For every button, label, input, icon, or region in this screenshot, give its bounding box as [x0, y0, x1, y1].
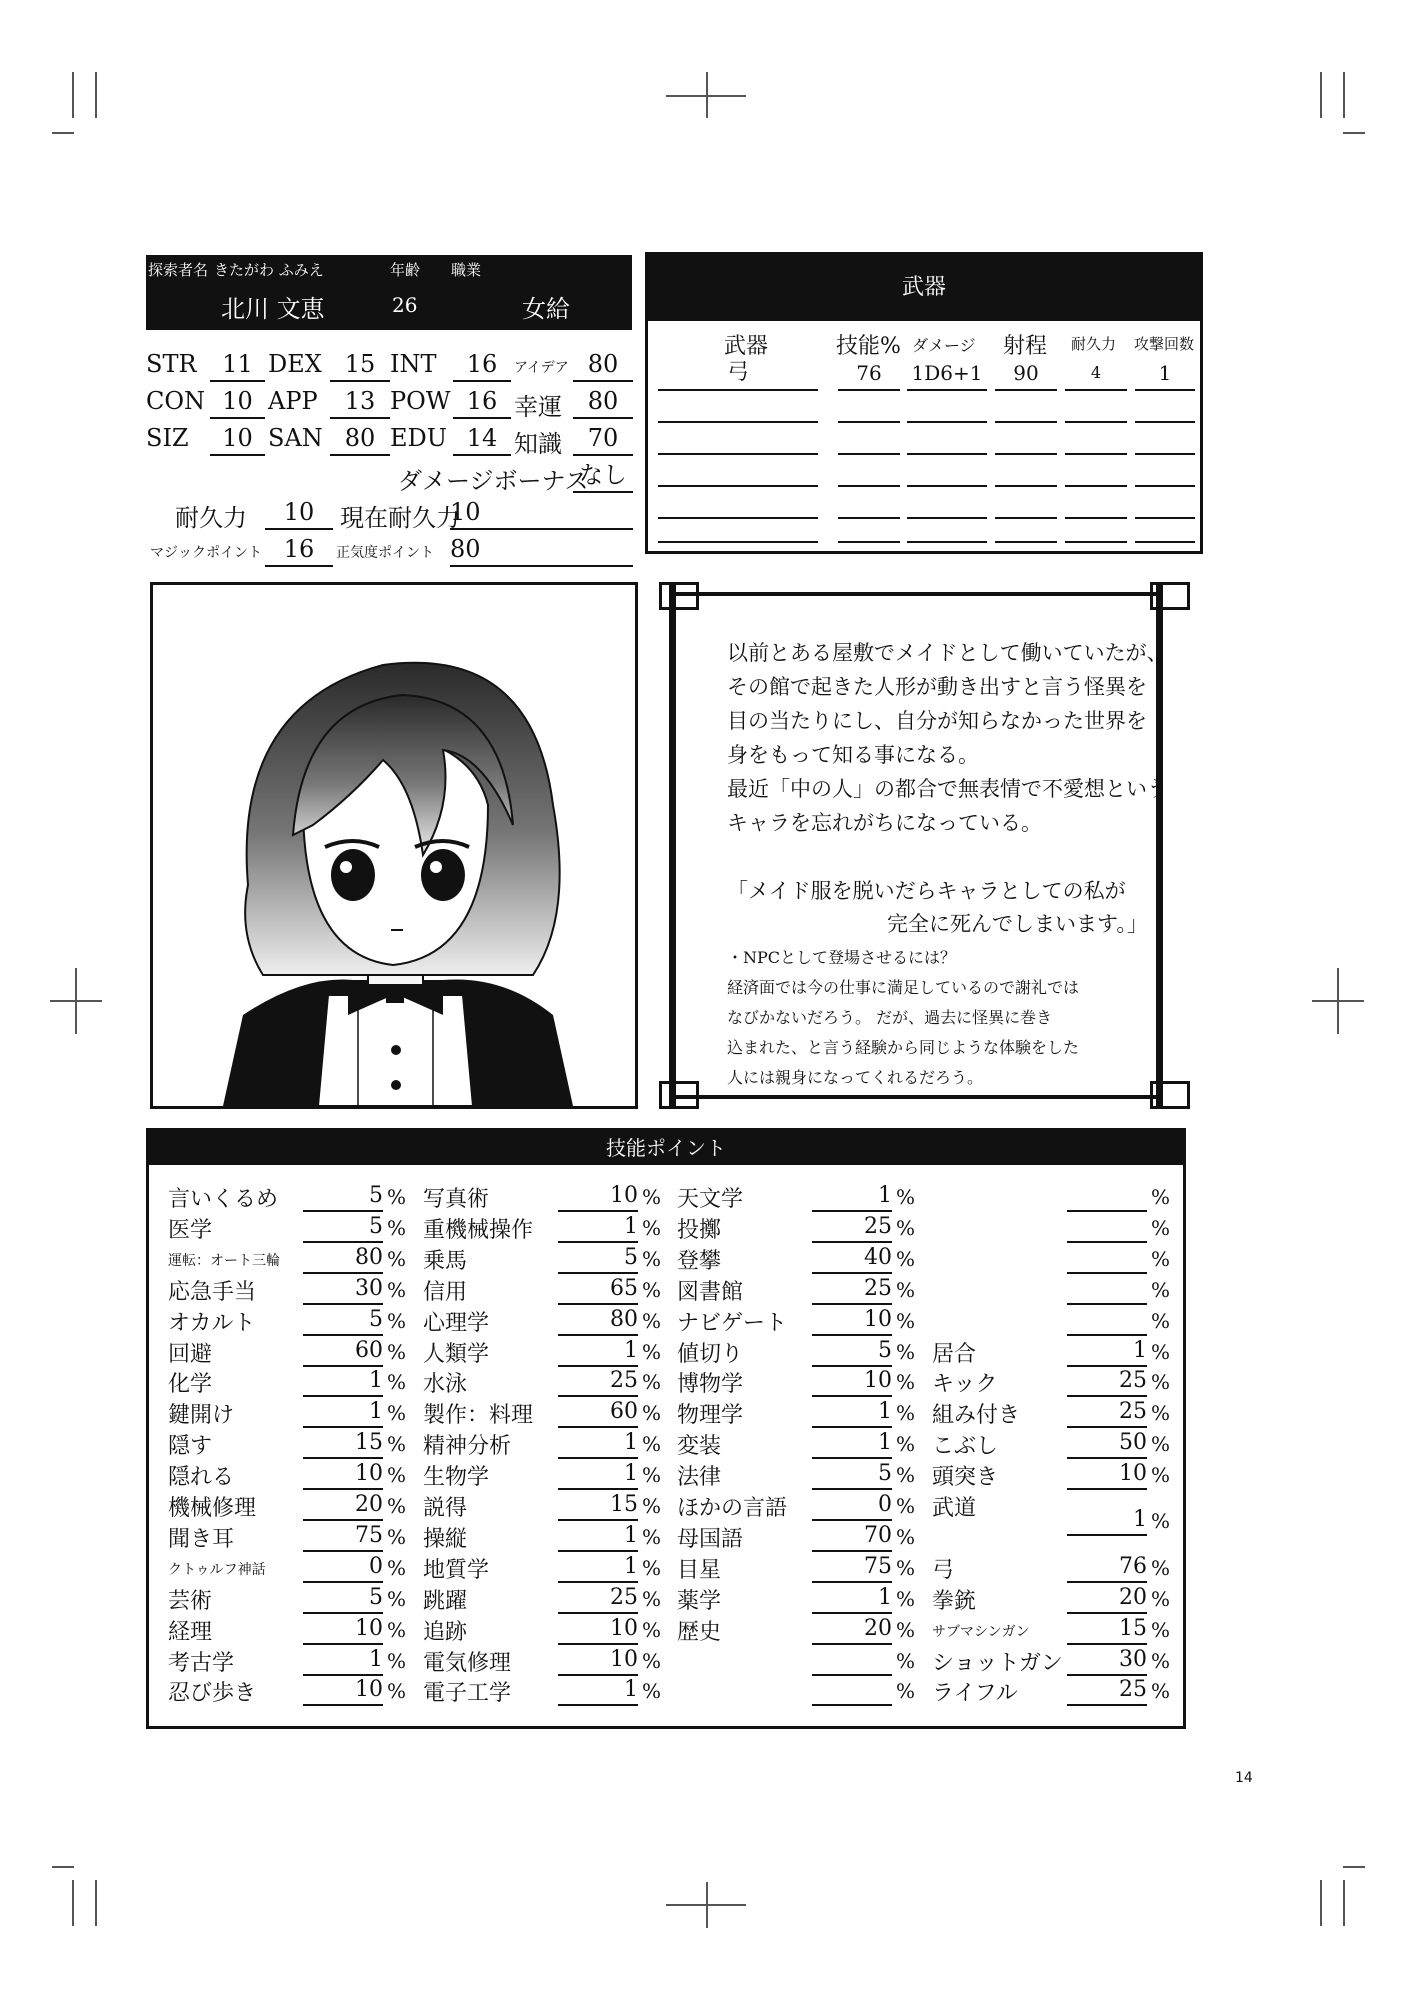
weapon-header: 射程 — [1003, 334, 1048, 359]
percent-sign: % — [642, 1308, 662, 1333]
stat-value: 15 — [330, 348, 390, 382]
skill-value — [1067, 1306, 1147, 1336]
skill-name: 操縦 — [423, 1526, 468, 1552]
skill-value: 76 — [1067, 1553, 1147, 1583]
stat-label: 知識 — [514, 430, 562, 458]
investigator-header — [146, 255, 632, 330]
skill-value: 10 — [558, 1182, 638, 1212]
skill-value: 75 — [812, 1553, 892, 1583]
percent-sign: % — [387, 1524, 407, 1549]
skill-value: 80 — [303, 1244, 383, 1274]
skill-value: 1 — [558, 1429, 638, 1459]
skill-name: 隠す — [168, 1434, 213, 1460]
stat-value: 80 — [573, 385, 633, 419]
skill-name: 重機械操作 — [423, 1217, 534, 1243]
stat-value: 14 — [453, 422, 511, 456]
skill-name: 電気修理 — [423, 1650, 512, 1676]
percent-sign: % — [642, 1370, 662, 1395]
weapon-header: ダメージ — [912, 336, 976, 355]
skill-name: 水泳 — [423, 1372, 468, 1398]
percent-sign: % — [387, 1246, 407, 1271]
skill-name: クトゥルフ神話 — [168, 1561, 266, 1578]
job-label: 職業 — [451, 261, 482, 279]
percent-sign: % — [896, 1494, 916, 1518]
skill-name: 組み付き — [932, 1403, 1021, 1429]
skill-value: 20 — [1067, 1584, 1147, 1614]
damage-bonus-value: なし — [573, 459, 633, 493]
story-line: キャラを忘れがちになっている。 — [727, 811, 1042, 835]
skill-name: こぶし — [932, 1434, 999, 1460]
skill-name: 拳銃 — [932, 1588, 977, 1614]
npc-line: 経済面では今の仕事に満足しているので謝礼では — [727, 978, 1080, 997]
skill-value: 60 — [558, 1398, 638, 1428]
percent-sign: % — [1151, 1509, 1171, 1533]
skill-value: 75 — [303, 1522, 383, 1552]
skill-value — [1067, 1275, 1147, 1305]
skill-value: 5 — [303, 1306, 383, 1336]
skill-name: 医学 — [168, 1217, 213, 1243]
skill-value: 25 — [1067, 1367, 1147, 1397]
stat-label: SIZ — [146, 424, 189, 452]
stat-label: STR — [146, 350, 197, 378]
skill-value: 0 — [812, 1491, 892, 1521]
hp-label: 耐久力 — [175, 504, 247, 532]
skill-value: 1 — [303, 1646, 383, 1676]
percent-sign: % — [1151, 1555, 1171, 1580]
skill-name: 図書館 — [677, 1279, 744, 1305]
skill-name: 法律 — [677, 1465, 722, 1491]
skill-value: 10 — [812, 1367, 892, 1397]
skill-value — [1067, 1213, 1147, 1243]
weapon-skill: 76 — [838, 357, 900, 391]
percent-sign: % — [1151, 1339, 1171, 1364]
story-line: 以前とある屋敷でメイドとして働いていたが、 — [727, 641, 1168, 665]
skill-name: 隠れる — [168, 1465, 235, 1491]
percent-sign: % — [896, 1339, 916, 1364]
skill-value: 5 — [303, 1213, 383, 1243]
san-points-label: 正気度ポイント — [336, 545, 434, 561]
percent-sign: % — [896, 1308, 916, 1333]
percent-sign: % — [642, 1401, 662, 1426]
percent-sign: % — [1151, 1185, 1171, 1209]
skill-name: 考古学 — [168, 1650, 235, 1676]
percent-sign: % — [1151, 1432, 1171, 1457]
percent-sign: % — [896, 1679, 916, 1704]
skills-panel — [146, 1128, 1186, 1729]
npc-line: なびかないだろう。 だが、過去に怪異に巻き — [727, 1008, 1053, 1027]
percent-sign: % — [896, 1463, 916, 1488]
percent-sign: % — [642, 1463, 662, 1488]
stat-value: 11 — [210, 348, 265, 382]
npc-line: ・NPCとして登場させるには？ — [727, 948, 957, 967]
percent-sign: % — [642, 1586, 662, 1611]
percent-sign: % — [1151, 1370, 1171, 1395]
percent-sign: % — [642, 1215, 662, 1240]
percent-sign: % — [387, 1432, 407, 1457]
percent-sign: % — [1151, 1308, 1171, 1333]
percent-sign: % — [387, 1215, 407, 1240]
percent-sign: % — [387, 1339, 407, 1364]
skill-name: 物理学 — [677, 1403, 744, 1429]
skill-name: ショットガン — [932, 1650, 1063, 1676]
percent-sign: % — [896, 1185, 916, 1209]
stat-value: 13 — [330, 385, 390, 419]
percent-sign: % — [387, 1370, 407, 1395]
hp-value: 10 — [265, 496, 333, 530]
skill-value: 30 — [1067, 1646, 1147, 1676]
skill-value: 30 — [303, 1275, 383, 1305]
skill-value: 1 — [558, 1337, 638, 1367]
skills-title-bar — [149, 1131, 1183, 1165]
story-line: 「メイド服を脱いだらキャラとしての私が — [727, 879, 1126, 903]
investigator-age: 26 — [392, 293, 418, 317]
stat-label: CON — [146, 387, 206, 415]
percent-sign: % — [896, 1524, 916, 1549]
name-label: 探索者名 — [148, 261, 209, 279]
skill-name: 回避 — [168, 1341, 213, 1367]
percent-sign: % — [1151, 1648, 1171, 1673]
skill-value: 65 — [558, 1275, 638, 1305]
skill-name: 信用 — [423, 1279, 468, 1305]
weapon-header: 武器 — [724, 334, 769, 359]
stat-value: 80 — [573, 348, 633, 382]
investigator-job: 女給 — [522, 295, 570, 323]
skill-value: 25 — [812, 1275, 892, 1305]
skill-name: 芸術 — [168, 1588, 213, 1614]
skill-value: 1 — [812, 1398, 892, 1428]
skill-value: 20 — [812, 1615, 892, 1645]
percent-sign: % — [1151, 1277, 1171, 1302]
skill-name: 写真術 — [423, 1187, 490, 1212]
skill-value: 10 — [303, 1460, 383, 1490]
percent-sign: % — [896, 1370, 916, 1395]
percent-sign: % — [896, 1246, 916, 1271]
skills-title: 技能ポイント — [606, 1136, 726, 1160]
skill-name: 武道 — [932, 1496, 977, 1521]
skill-name: 母国語 — [677, 1526, 744, 1552]
skill-name: 運転：オート三輪 — [168, 1252, 280, 1269]
skill-value: 5 — [303, 1584, 383, 1614]
weapons-title: 武器 — [901, 275, 946, 300]
story-line: その館で起きた人形が動き出すと言う怪異を — [727, 675, 1147, 699]
skill-value: 25 — [558, 1584, 638, 1614]
weapons-title-bar — [648, 255, 1200, 321]
percent-sign: % — [896, 1555, 916, 1580]
skill-value: 5 — [303, 1182, 383, 1212]
skill-name: 説得 — [423, 1496, 468, 1521]
skill-value: 0 — [303, 1553, 383, 1583]
percent-sign: % — [896, 1277, 916, 1302]
story-line: 目の当たりにし、自分が知らなかった世界を — [727, 709, 1147, 733]
percent-sign: % — [896, 1215, 916, 1240]
stat-label: EDU — [390, 424, 447, 452]
skill-name: 天文学 — [677, 1187, 744, 1212]
skill-name: 製作：料理 — [423, 1403, 534, 1429]
skill-value: 1 — [303, 1367, 383, 1397]
story-line: 最近「中の人」の都合で無表情で不愛想という — [727, 777, 1168, 801]
age-label: 年齢 — [390, 261, 421, 279]
skill-name: 精神分析 — [423, 1434, 512, 1460]
percent-sign: % — [642, 1277, 662, 1302]
skill-name: 頭突き — [932, 1465, 999, 1491]
skill-value: 25 — [1067, 1676, 1147, 1706]
skill-name: ナビゲート — [677, 1310, 788, 1336]
stat-label: POW — [390, 387, 451, 415]
percent-sign: % — [896, 1648, 916, 1673]
skill-name: 忍び歩き — [168, 1681, 257, 1707]
skill-value: 60 — [303, 1337, 383, 1367]
percent-sign: % — [642, 1339, 662, 1364]
skill-name: 聞き耳 — [168, 1526, 235, 1552]
skill-value — [812, 1676, 892, 1706]
percent-sign: % — [387, 1277, 407, 1302]
percent-sign: % — [387, 1185, 407, 1209]
percent-sign: % — [387, 1308, 407, 1333]
skill-name: 登攀 — [677, 1248, 722, 1274]
skill-value: 25 — [1067, 1398, 1147, 1428]
skill-value: 10 — [812, 1306, 892, 1336]
skill-name: 目星 — [677, 1557, 722, 1583]
skill-name: ライフル — [932, 1681, 1018, 1707]
stat-value: 10 — [210, 422, 265, 456]
weapon-header: 攻撃回数 — [1134, 335, 1195, 353]
skill-value: 15 — [558, 1491, 638, 1521]
skill-name: 乗馬 — [423, 1248, 468, 1274]
skill-name: 経理 — [168, 1619, 213, 1645]
stat-label: SAN — [268, 424, 323, 452]
percent-sign: % — [1151, 1463, 1171, 1488]
percent-sign: % — [642, 1524, 662, 1549]
stat-value: 70 — [573, 422, 633, 456]
skill-value: 20 — [303, 1491, 383, 1521]
skill-value: 1 — [303, 1398, 383, 1428]
skill-value: 80 — [558, 1306, 638, 1336]
skill-value: 10 — [558, 1615, 638, 1645]
skill-name: 変装 — [677, 1434, 722, 1460]
percent-sign: % — [387, 1648, 407, 1673]
investigator-name: 北川 文恵 — [221, 295, 325, 323]
percent-sign: % — [896, 1432, 916, 1457]
skill-name: キック — [932, 1372, 998, 1398]
weapon-durability: 4 — [1065, 357, 1127, 391]
skill-name: 博物学 — [677, 1372, 744, 1398]
percent-sign: % — [642, 1432, 662, 1457]
weapon-damage: 1D6+1 — [907, 357, 987, 391]
skill-name: 心理学 — [423, 1310, 490, 1336]
percent-sign: % — [387, 1401, 407, 1426]
percent-sign: % — [642, 1185, 662, 1209]
skill-name: 地質学 — [423, 1557, 490, 1583]
skill-name: 追跡 — [423, 1619, 468, 1645]
skill-name: 薬学 — [677, 1588, 722, 1614]
weapon-attacks: 1 — [1135, 357, 1195, 391]
mp-value: 16 — [265, 533, 333, 567]
stat-label: INT — [390, 350, 437, 378]
skill-value: 1 — [812, 1429, 892, 1459]
skill-value — [1067, 1182, 1147, 1212]
skill-value: 10 — [303, 1676, 383, 1706]
skill-value: 10 — [1067, 1460, 1147, 1490]
story-line: 身をもって知る事になる。 — [727, 743, 979, 767]
npc-line: 込まれた、と言う経験から同じような体験をした — [727, 1038, 1080, 1057]
skill-name: サブマシンガン — [932, 1623, 1030, 1640]
skill-name: 歴史 — [677, 1619, 722, 1645]
skill-value: 5 — [812, 1337, 892, 1367]
percent-sign: % — [387, 1617, 407, 1642]
stat-value: 10 — [210, 385, 265, 419]
stat-value: 16 — [453, 348, 511, 382]
weapon-header: 技能% — [836, 334, 901, 359]
percent-sign: % — [896, 1586, 916, 1611]
stat-value: 80 — [330, 422, 390, 456]
percent-sign: % — [1151, 1586, 1171, 1611]
npc-line: 人には親身になってくれるだろう。 — [727, 1068, 984, 1087]
mp-label: マジックポイント — [150, 545, 262, 561]
skill-value: 1 — [812, 1584, 892, 1614]
damage-bonus-label: ダメージボーナス — [398, 467, 589, 495]
percent-sign: % — [896, 1617, 916, 1642]
percent-sign: % — [642, 1648, 662, 1673]
skill-name: 投擲 — [677, 1217, 722, 1243]
skill-value: 10 — [558, 1646, 638, 1676]
percent-sign: % — [642, 1494, 662, 1518]
skill-value: 25 — [812, 1213, 892, 1243]
name-kana: きたがわ ふみえ — [214, 261, 324, 279]
weapons-panel — [645, 252, 1203, 554]
skill-name: 生物学 — [423, 1465, 490, 1491]
skill-name: 人類学 — [423, 1341, 490, 1367]
skill-value: 1 — [558, 1676, 638, 1706]
current-hp-label: 現在耐久力 — [340, 504, 460, 532]
stat-label: DEX — [268, 350, 322, 378]
skill-value: 1 — [812, 1182, 892, 1212]
skill-name: 鍵開け — [168, 1403, 235, 1429]
percent-sign: % — [896, 1401, 916, 1426]
percent-sign: % — [387, 1494, 407, 1518]
percent-sign: % — [387, 1463, 407, 1488]
percent-sign: % — [1151, 1617, 1171, 1642]
skill-value: 1 — [558, 1213, 638, 1243]
percent-sign: % — [1151, 1679, 1171, 1704]
skill-value: 1 — [1067, 1337, 1147, 1367]
skill-name: 弓 — [932, 1557, 955, 1583]
story-line: 完全に死んでしまいます。」 — [887, 912, 1148, 936]
stat-label: APP — [268, 387, 318, 415]
percent-sign: % — [642, 1555, 662, 1580]
skill-value: 70 — [812, 1522, 892, 1552]
stat-value: 16 — [453, 385, 511, 419]
percent-sign: % — [1151, 1401, 1171, 1426]
weapon-name: 弓 — [658, 357, 818, 391]
weapon-header: 耐久力 — [1071, 335, 1117, 353]
skill-name: 化学 — [168, 1372, 213, 1398]
percent-sign: % — [1151, 1215, 1171, 1240]
character-portrait — [150, 582, 638, 1109]
weapon-range: 90 — [995, 357, 1057, 391]
skill-value: 1 — [1067, 1506, 1147, 1536]
skill-value: 25 — [558, 1367, 638, 1397]
percent-sign: % — [642, 1617, 662, 1642]
san-points-value: 80 — [450, 533, 633, 567]
percent-sign: % — [387, 1586, 407, 1611]
skill-name: ほかの言語 — [677, 1496, 788, 1521]
percent-sign: % — [642, 1246, 662, 1271]
skill-name: 跳躍 — [423, 1588, 468, 1614]
skill-name: オカルト — [168, 1310, 256, 1336]
percent-sign: % — [387, 1679, 407, 1704]
skill-name: 応急手当 — [168, 1279, 257, 1305]
skill-value: 5 — [812, 1460, 892, 1490]
skill-name: 機械修理 — [168, 1496, 257, 1521]
skill-value: 40 — [812, 1244, 892, 1274]
skill-name: 電子工学 — [423, 1681, 512, 1707]
skill-value: 15 — [1067, 1615, 1147, 1645]
percent-sign: % — [642, 1679, 662, 1704]
skill-value: 50 — [1067, 1429, 1147, 1459]
percent-sign: % — [1151, 1246, 1171, 1271]
percent-sign: % — [387, 1555, 407, 1580]
skill-value — [812, 1646, 892, 1676]
skill-value: 1 — [558, 1460, 638, 1490]
skill-name: 言いくるめ — [168, 1187, 279, 1212]
skill-value: 1 — [558, 1522, 638, 1552]
current-hp-value: 10 — [450, 496, 633, 530]
skill-name: 値切り — [677, 1341, 744, 1367]
skill-value: 5 — [558, 1244, 638, 1274]
page-number: 14 — [1235, 1770, 1253, 1786]
skill-name: 居合 — [932, 1341, 977, 1367]
skill-value: 15 — [303, 1429, 383, 1459]
skill-value — [1067, 1244, 1147, 1274]
stat-label: 幸運 — [514, 393, 562, 421]
skill-value: 10 — [303, 1615, 383, 1645]
stat-label: アイデア — [514, 360, 569, 376]
skill-value: 1 — [558, 1553, 638, 1583]
